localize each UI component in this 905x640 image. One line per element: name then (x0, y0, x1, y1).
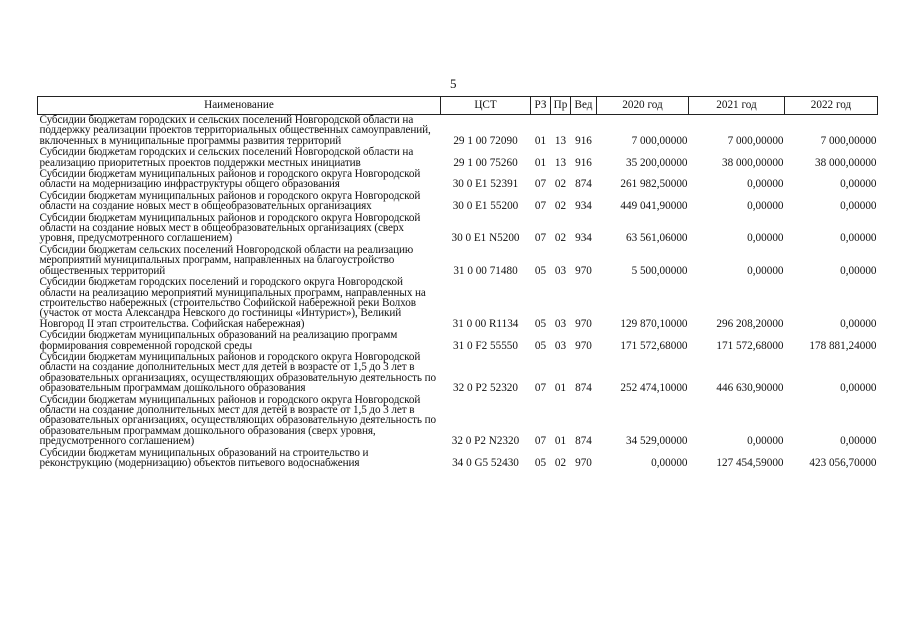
table-row (38, 330, 878, 352)
row-name: Субсидии бюджетам муниципальных районов и городского округа Новгородской области на создание новых мест в общеобразовательных организациях (39, 189, 421, 213)
row-amount-2022: 0,00000 (840, 178, 877, 191)
table-row (38, 147, 878, 169)
row-rz: 05 (534, 264, 547, 277)
row-rz: 07 (534, 178, 547, 191)
row-rz: 07 (534, 200, 547, 213)
row-name: Субсидии бюджетам муниципальных образований на строительство и реконструкцию (модернизацию) объектов питьевого водоснабжения (39, 446, 369, 469)
table-row (38, 191, 878, 213)
row-ved: 874 (575, 435, 592, 448)
row-name: Субсидии бюджетам муниципальных районов и городского округа Новгородской области на создание дополнительных мест для детей в возрасте от 1,5 до 3 лет в образовательных организациях, осуществляющих образовательную деятельность по образовательным программам дошкольного образования (39, 350, 436, 395)
row-pr: 13 (554, 156, 567, 169)
table-header-row (38, 97, 878, 115)
row-pr: 02 (554, 232, 567, 245)
table-row (38, 115, 878, 148)
row-amount-2021: 38 000,00000 (721, 156, 784, 169)
row-name: Субсидии бюджетам сельских поселений Новгородской области на реализацию мероприятий муниципальных программ, направленных на благоустройство общественных территорий (39, 243, 414, 277)
row-ved: 934 (575, 200, 592, 213)
row-ved: 916 (575, 156, 592, 169)
row-pr: 02 (554, 178, 567, 191)
row-pr: 03 (554, 317, 567, 330)
row-name: Субсидии бюджетам городских и сельских поселений Новгородской области на поддержку реализации проектов территориальных общественных самоуправлений, включенных в муниципальные программы развития территорий (39, 114, 431, 147)
row-pr: 03 (554, 339, 567, 352)
row-amount-2021: 296 208,20000 (716, 317, 784, 330)
row-ved: 916 (575, 134, 592, 147)
row-amount-2021: 171 572,68000 (716, 339, 784, 352)
row-amount-2022: 0,00000 (840, 264, 877, 277)
col-header-2021: 2021 год (689, 97, 785, 115)
row-rz: 05 (534, 457, 547, 469)
row-amount-2020: 34 529,00000 (625, 435, 688, 448)
row-amount-2020: 261 982,50000 (620, 178, 688, 191)
col-header-ved: Вед (571, 97, 597, 115)
row-pr: 03 (554, 264, 567, 277)
row-rz: 07 (534, 382, 547, 395)
row-amount-2020: 129 870,10000 (620, 317, 688, 330)
row-amount-2021: 7 000,00000 (727, 134, 784, 147)
row-cst: 30 0 E1 55200 (452, 200, 519, 213)
row-amount-2021: 0,00000 (747, 435, 784, 448)
table-row (38, 245, 878, 277)
row-pr: 13 (554, 134, 567, 147)
row-cst: 32 0 P2 52320 (453, 382, 518, 395)
row-pr: 02 (554, 200, 567, 213)
table-row (38, 169, 878, 191)
row-rz: 07 (534, 232, 547, 245)
col-header-2020: 2020 год (597, 97, 689, 115)
row-rz: 01 (534, 134, 547, 147)
table-row (38, 277, 878, 330)
row-pr: 02 (554, 457, 567, 469)
row-amount-2020: 63 561,06000 (625, 232, 688, 245)
row-ved: 970 (575, 317, 592, 330)
row-amount-2022: 0,00000 (840, 200, 877, 213)
row-amount-2022: 0,00000 (840, 317, 877, 330)
row-rz: 01 (534, 156, 547, 169)
table-row (38, 395, 878, 448)
row-amount-2021: 0,00000 (747, 200, 784, 213)
row-amount-2022: 0,00000 (840, 382, 877, 395)
row-name: Субсидии бюджетам городских и сельских поселений Новгородской области на реализацию приоритетных проектов поддержки местных инициатив (39, 146, 414, 169)
row-cst: 30 0 E1 52391 (452, 178, 519, 191)
row-cst: 34 0 G5 52430 (452, 457, 519, 469)
table-row (38, 448, 878, 470)
row-cst: 31 0 00 71480 (453, 264, 518, 277)
row-amount-2020: 449 041,90000 (620, 200, 688, 213)
row-amount-2022: 7 000,00000 (820, 134, 877, 147)
row-amount-2022: 0,00000 (840, 232, 877, 245)
row-cst: 32 0 P2 N2320 (451, 435, 520, 448)
row-amount-2021: 0,00000 (747, 264, 784, 277)
col-header-pr: Пр (551, 97, 571, 115)
budget-table (37, 96, 878, 469)
row-name: Субсидии бюджетам муниципальных районов и городского округа Новгородской области на создание дополнительных мест для детей в возрасте от 1,5 до 3 лет в образовательных организациях, осуществляющих образовательную деятельность по образовательным программам дошкольного образования (сверх уровня, предусмотренного соглашением) (39, 393, 436, 448)
page-number: 5 (450, 76, 457, 91)
row-amount-2020: 7 000,00000 (631, 134, 688, 147)
row-amount-2020: 35 200,00000 (625, 156, 688, 169)
row-name: Субсидии бюджетам городских поселений и городского округа Новгородской области на реализацию мероприятий муниципальных программ, направленных на строительство набережных (строительство Софийской набережной реки Волхов (участок от моста Александра Невского до гостиницы «Интурист»), Великий Новгород II этап строительства. Софийская набережная) (39, 276, 426, 330)
row-pr: 01 (554, 435, 567, 448)
row-name: Субсидии бюджетам муниципальных районов и городского округа Новгородской области на модернизацию инфраструктуры общего образования (39, 168, 421, 191)
row-cst: 31 0 F2 55550 (453, 339, 518, 352)
row-amount-2020: 0,00000 (651, 457, 688, 469)
row-amount-2022: 178 881,24000 (809, 339, 877, 352)
row-cst: 30 0 E1 N5200 (451, 232, 520, 245)
table-row (38, 352, 878, 395)
row-amount-2020: 252 474,10000 (620, 382, 688, 395)
col-header-rz: РЗ (531, 97, 551, 115)
row-amount-2022: 423 056,70000 (809, 457, 877, 469)
row-rz: 05 (534, 317, 547, 330)
row-cst: 29 1 00 75260 (453, 156, 518, 169)
row-rz: 07 (534, 435, 547, 448)
row-amount-2020: 171 572,68000 (620, 339, 688, 352)
col-header-2022: 2022 год (785, 97, 878, 115)
row-amount-2022: 0,00000 (840, 435, 877, 448)
row-pr: 01 (554, 382, 567, 395)
row-amount-2022: 38 000,00000 (814, 156, 877, 169)
row-cst: 31 0 00 R1134 (452, 317, 519, 330)
col-header-name: Наименование (38, 97, 441, 115)
row-amount-2021: 127 454,59000 (716, 457, 784, 469)
row-amount-2021: 446 630,90000 (716, 382, 784, 395)
row-amount-2021: 0,00000 (747, 232, 784, 245)
row-amount-2020: 5 500,00000 (631, 264, 688, 277)
row-ved: 970 (575, 339, 592, 352)
row-ved: 874 (575, 178, 592, 191)
row-ved: 934 (575, 232, 592, 245)
row-cst: 29 1 00 72090 (453, 134, 518, 147)
row-ved: 874 (575, 382, 592, 395)
row-ved: 970 (575, 457, 592, 469)
col-header-cst: ЦСТ (441, 97, 531, 115)
row-ved: 970 (575, 264, 592, 277)
row-name: Субсидии бюджетам муниципальных образований на реализацию программ формирования современной городской среды (39, 329, 398, 352)
row-rz: 05 (534, 339, 547, 352)
row-name: Субсидии бюджетам муниципальных районов и городского округа Новгородской области на создание новых мест в общеобразовательных организациях (сверх уровня, предусмотренного соглашением) (39, 211, 421, 245)
table-row (38, 213, 878, 245)
row-amount-2021: 0,00000 (747, 178, 784, 191)
